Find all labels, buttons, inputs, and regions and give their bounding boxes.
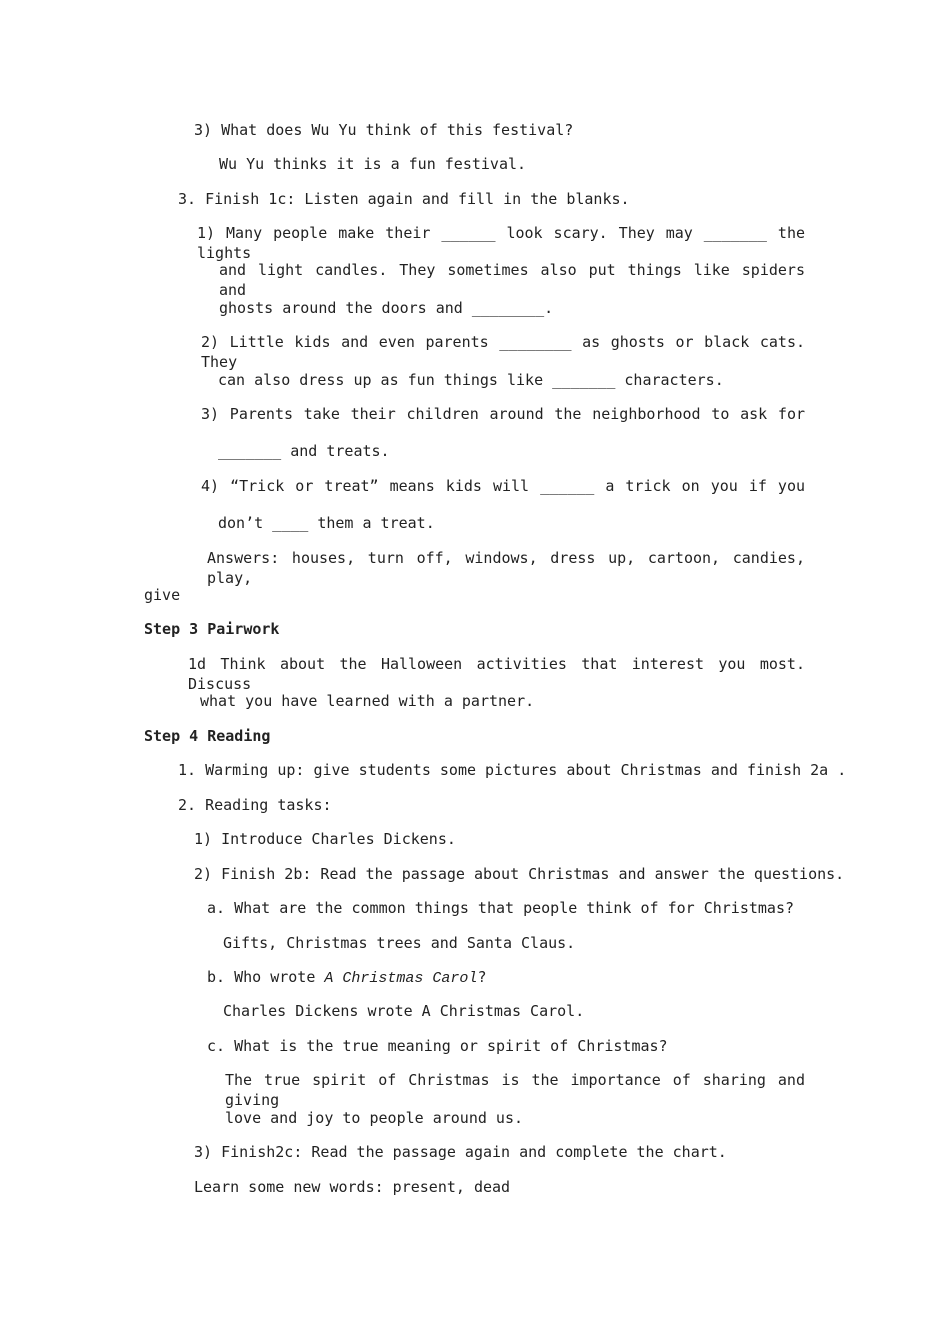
question-a-answer: Gifts, Christmas trees and Santa Claus.: [223, 934, 576, 952]
answers-line-1: Answers: houses, turn off, windows, dress up, cartoon, candies, play,: [207, 549, 805, 587]
step-4-item-2: 2. Reading tasks:: [178, 796, 332, 814]
blank-item-4-line-1: 4) “Trick or treat” means kids will ______ a trick on you if you: [201, 477, 805, 495]
answers-line-2: give: [144, 586, 181, 604]
question-c-answer-line-2: love and joy to people around us.: [225, 1109, 524, 1127]
question-b-suffix: ?: [477, 968, 487, 986]
step-3-line-2: what you have learned with a partner.: [200, 692, 535, 710]
step-3-line-1: 1d Think about the Halloween activities that interest you most. Discuss: [188, 655, 805, 693]
reading-task-2: 2) Finish 2b: Read the passage about Christmas and answer the questions.: [194, 865, 845, 883]
question-b: [207, 967, 486, 987]
task-3-instruction: 3. Finish 1c: Listen again and fill in the blanks.: [178, 190, 630, 208]
step-4-item-1: 1. Warming up: give students some pictures about Christmas and finish 2a .: [178, 761, 847, 779]
question-b-prefix: b. Who wrote: [207, 968, 325, 986]
question-c: c. What is the true meaning or spirit of Christmas?: [207, 1037, 668, 1055]
book-title: A Christmas Carol: [324, 970, 478, 987]
question-c-answer-line-1: The true spirit of Christmas is the importance of sharing and giving: [225, 1071, 805, 1109]
blank-item-3-line-2: _______ and treats.: [218, 442, 390, 460]
step-4-heading: Step 4 Reading: [144, 727, 271, 745]
question-3-answer: Wu Yu thinks it is a fun festival.: [219, 155, 527, 173]
blank-item-4-line-2: don’t ____ them a treat.: [218, 514, 435, 532]
question-b-answer: Charles Dickens wrote A Christmas Carol.: [223, 1002, 585, 1020]
blank-item-3-line-1: 3) Parents take their children around the neighborhood to ask for: [201, 405, 805, 423]
blank-item-1-line-1: 1) Many people make their ______ look scary. They may _______ the lights: [197, 224, 805, 262]
blank-item-2-line-2: can also dress up as fun things like _______ characters.: [218, 371, 724, 389]
question-a: a. What are the common things that people think of for Christmas?: [207, 899, 794, 917]
reading-task-1: 1) Introduce Charles Dickens.: [194, 830, 456, 848]
new-words-line: Learn some new words: present, dead: [194, 1178, 511, 1196]
step-3-heading: Step 3 Pairwork: [144, 620, 280, 638]
blank-item-2-line-1: 2) Little kids and even parents ________ as ghosts or black cats. They: [201, 333, 805, 371]
reading-task-3: 3) Finish2c: Read the passage again and complete the chart.: [194, 1143, 727, 1161]
blank-item-1-line-3: ghosts around the doors and ________.: [219, 299, 554, 317]
question-3: 3) What does Wu Yu think of this festival?: [194, 121, 574, 139]
blank-item-1-line-2: and light candles. They sometimes also put things like spiders and: [219, 261, 805, 299]
